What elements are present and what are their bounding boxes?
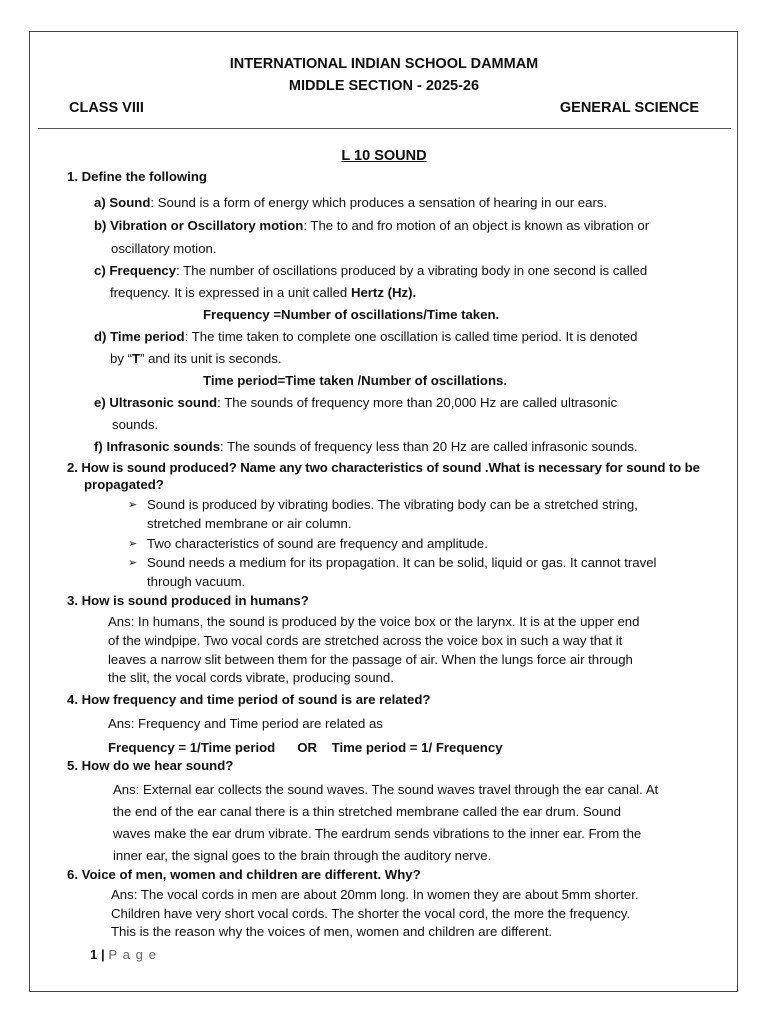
term-ultrasonic: e) Ultrasonic sound	[94, 395, 218, 410]
question-2-title-line2: propagated?	[84, 477, 164, 492]
page-label: P a g e	[108, 947, 157, 962]
q2-bullet-3-line1: Sound needs a medium for its propagation. It can be solid, liquid or gas. It cannot travel	[147, 555, 657, 570]
q6-answer-line3: This is the reason why the voices of men, women and children are different.	[111, 924, 553, 939]
time-period-text2c: ” and its unit is seconds.	[140, 351, 282, 366]
time-period-text2a: by “	[110, 351, 132, 366]
q2-bullet-1-line2: stretched membrane or air column.	[147, 516, 352, 531]
q5-answer-line1: Ans: External ear collects the sound waves. The sound waves travel through the ear canal. At	[113, 782, 659, 797]
class-label: CLASS VIII	[69, 100, 144, 116]
q6-answer-line2: Children have very short vocal cords. The shorter the vocal cord, the more the frequency.	[111, 906, 631, 921]
q3-answer-line1: Ans: In humans, the sound is produced by the voice box or the larynx. It is at the upper end	[108, 614, 640, 629]
definition-frequency	[94, 261, 647, 280]
header-rule	[38, 128, 731, 129]
definition-frequency-text2: frequency. It is expressed in a unit called	[110, 285, 351, 300]
definition-vibration-text2: oscillatory motion.	[111, 241, 217, 256]
definition-time-period-text1: : The time taken to complete one oscillation is called time period. It is denoted	[184, 329, 638, 344]
term-sound: a) Sound	[94, 195, 151, 210]
q4-formula: Frequency = 1/Time period OR Time period = 1/ Frequency	[108, 740, 503, 755]
q2-bullet-1-line1: Sound is produced by vibrating bodies. The vibrating body can be a stretched string,	[147, 497, 638, 512]
question-4-title: 4. How frequency and time period of sound is are related?	[67, 692, 431, 707]
definition-infrasonic-text: : The sounds of frequency less than 20 Hz are called infrasonic sounds.	[220, 439, 638, 454]
section-title: MIDDLE SECTION - 2025-26	[288, 78, 480, 94]
definition-vibration	[94, 216, 649, 235]
definition-ultrasonic	[94, 393, 617, 412]
q3-answer-line3: leaves a narrow slit between them for the passage of air. When the lungs force air through	[108, 652, 633, 667]
arrow-bullet-icon: ➢	[128, 538, 138, 550]
school-name: INTERNATIONAL INDIAN SCHOOL DAMMAM	[229, 56, 539, 72]
definition-ultrasonic-text1: : The sounds of frequency more than 20,000 Hz are called ultrasonic	[217, 395, 618, 410]
time-period-formula: Time period=Time taken /Number of oscillations.	[203, 373, 508, 388]
question-2-title: 2. How is sound produced? Name any two characteristics of sound .What is necessary for sound to be	[67, 460, 700, 475]
q4-answer-line1: Ans: Frequency and Time period are related as	[108, 716, 383, 731]
definition-ultrasonic-text2: sounds.	[112, 417, 159, 432]
definition-frequency-line2	[110, 283, 416, 302]
q2-bullet-2: Two characteristics of sound are frequency and amplitude.	[147, 536, 488, 551]
page-number: 1	[90, 947, 98, 962]
definition-time-period	[94, 327, 637, 346]
question-6-title: 6. Voice of men, women and children are different. Why?	[67, 867, 421, 882]
time-period-symbol: T	[131, 351, 141, 366]
definition-sound	[94, 193, 607, 212]
question-3-title: 3. How is sound produced in humans?	[67, 593, 309, 608]
term-time-period: d) Time period	[94, 329, 185, 344]
definition-sound-text: : Sound is a form of energy which produces a sensation of hearing in our ears.	[150, 195, 608, 210]
term-infrasonic: f) Infrasonic sounds	[94, 439, 221, 454]
term-frequency: c) Frequency	[94, 263, 177, 278]
lesson-title: L 10 SOUND	[341, 148, 427, 164]
q6-answer-line1: Ans: The vocal cords in men are about 20mm long. In women they are about 5mm shorter.	[111, 887, 639, 902]
arrow-bullet-icon: ➢	[128, 499, 138, 511]
q5-answer-line4: inner ear, the signal goes to the brain through the auditory nerve.	[113, 848, 492, 863]
subject-label: GENERAL SCIENCE	[559, 100, 699, 116]
q5-answer-line3: waves make the ear drum vibrate. The eardrum sends vibrations to the inner ear. From the	[113, 826, 642, 841]
q3-answer-line4: the slit, the vocal cords vibrate, producing sound.	[108, 670, 394, 685]
q5-answer-line2: the end of the ear canal there is a thin stretched membrane called the ear drum. Sound	[113, 804, 622, 819]
footer-separator: |	[101, 947, 105, 962]
definition-frequency-text1: : The number of oscillations produced by a vibrating body in one second is called	[176, 263, 648, 278]
question-5-title: 5. How do we hear sound?	[67, 758, 234, 773]
q2-bullet-3-line2: through vacuum.	[147, 574, 246, 589]
question-1-title: 1. Define the following	[67, 169, 207, 184]
page-footer	[90, 945, 157, 964]
definition-infrasonic	[94, 437, 638, 456]
q3-answer-line2: of the windpipe. Two vocal cords are stretched across the voice box in such a way that it	[108, 633, 623, 648]
definition-vibration-text1: : The to and fro motion of an object is known as vibration or	[303, 218, 650, 233]
term-vibration: b) Vibration or Oscillatory motion	[94, 218, 304, 233]
arrow-bullet-icon: ➢	[128, 557, 138, 569]
unit-hertz: Hertz (Hz).	[350, 285, 417, 300]
definition-time-period-line2	[110, 349, 282, 368]
frequency-formula: Frequency =Number of oscillations/Time taken.	[203, 307, 500, 322]
